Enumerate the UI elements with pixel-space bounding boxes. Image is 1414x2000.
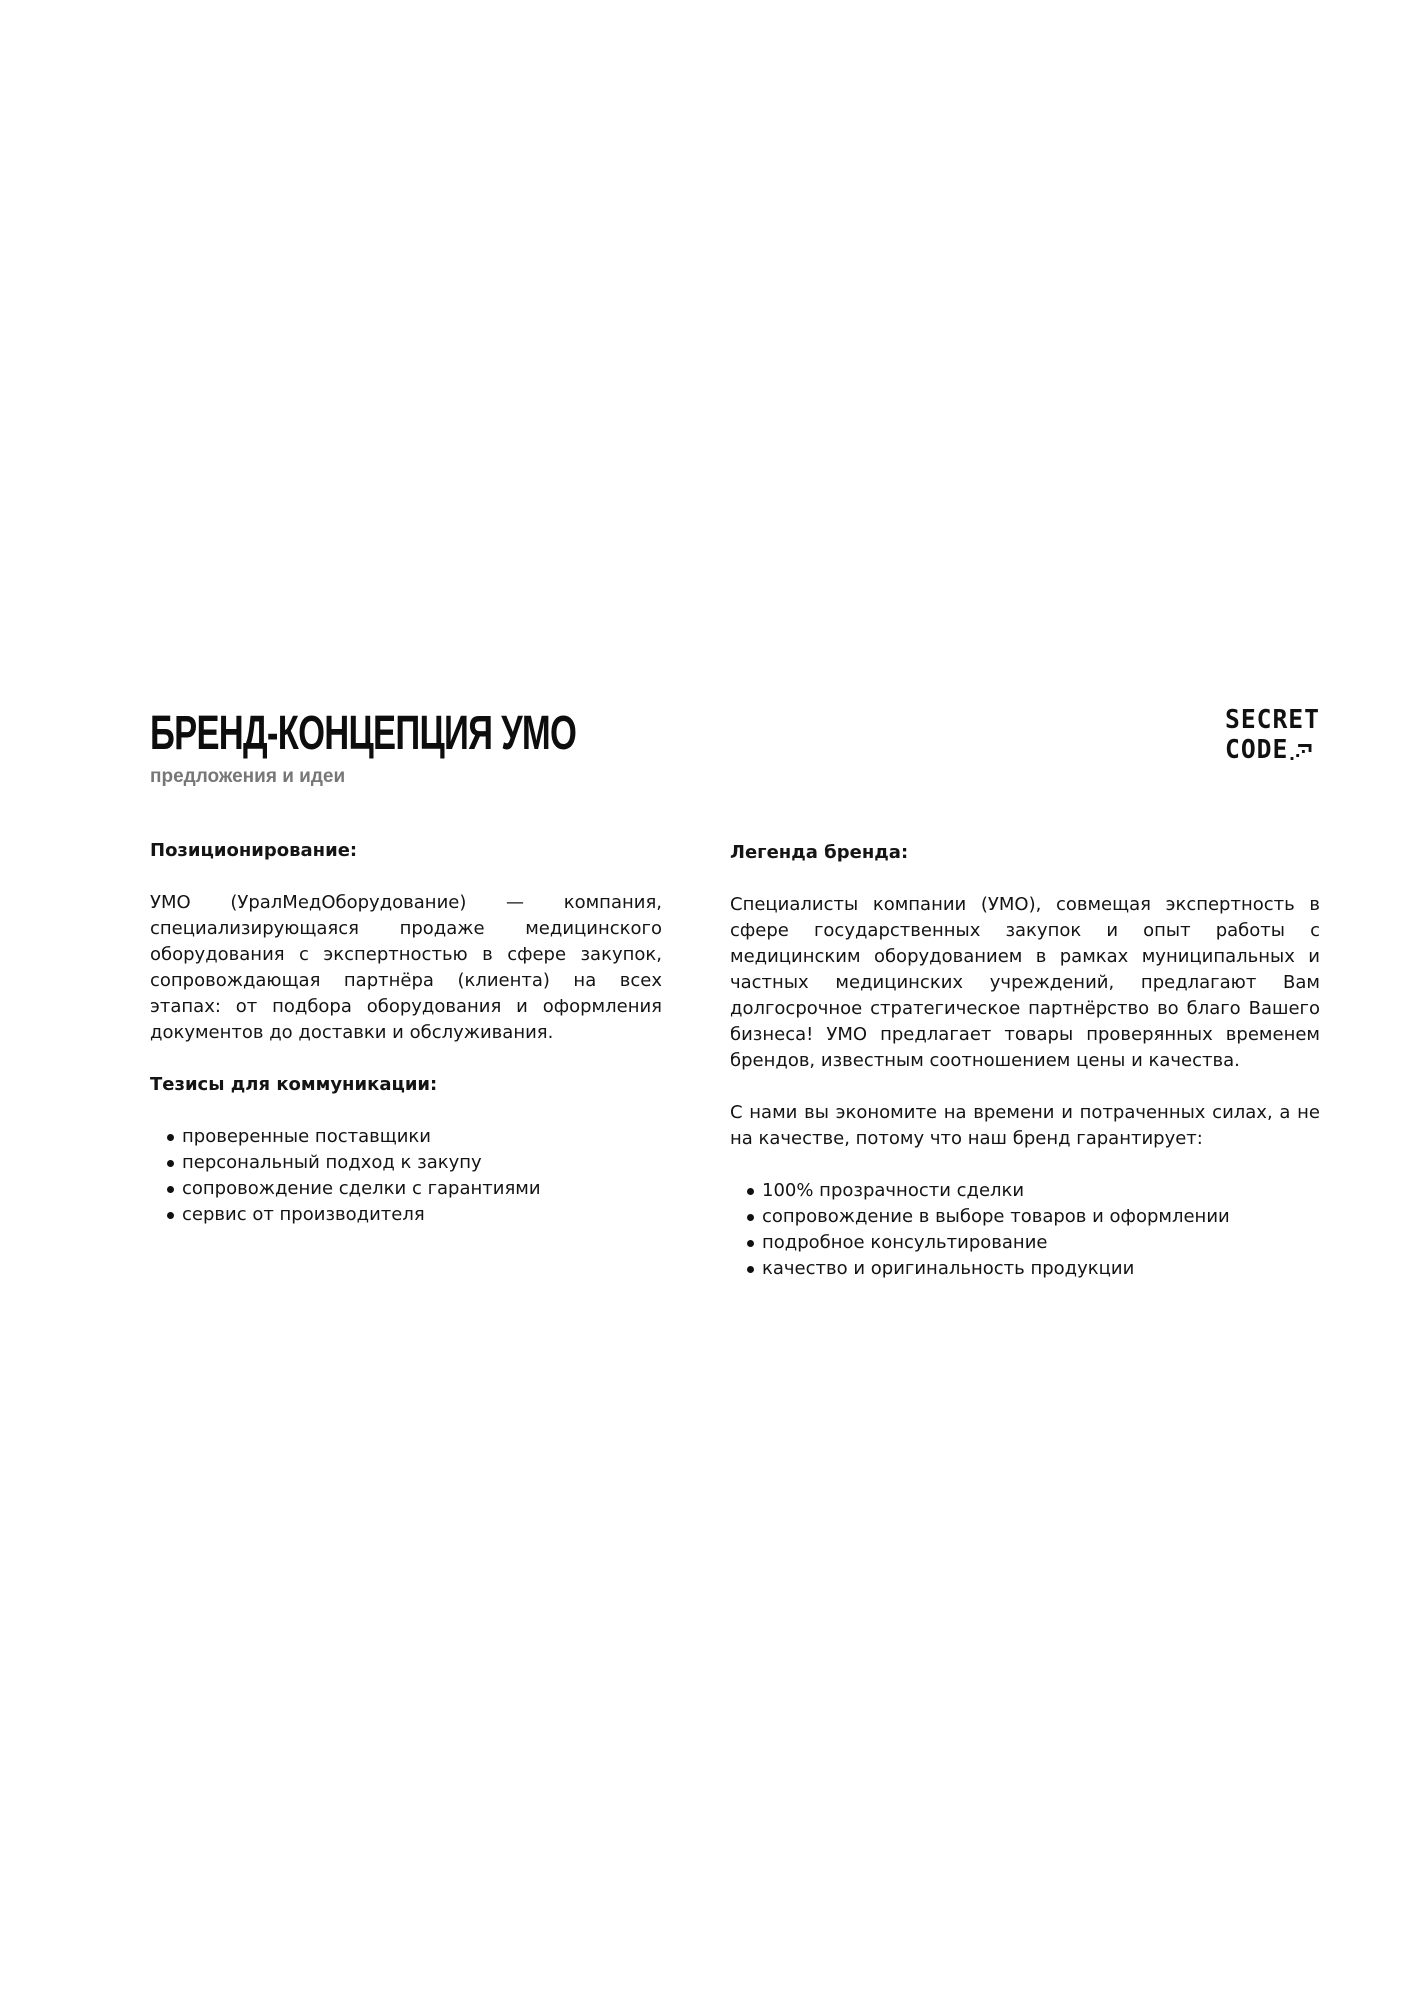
list-item-text: подробное консультирование xyxy=(762,1232,1048,1253)
bullet-dot-icon xyxy=(167,1186,174,1193)
bullet-dot-icon xyxy=(747,1240,754,1247)
legend-heading: Легенда бренда: xyxy=(730,842,909,863)
list-item xyxy=(150,1124,662,1150)
logo-word-code: CODE xyxy=(1225,735,1289,765)
list-item xyxy=(730,1178,1320,1204)
right-column xyxy=(730,840,1320,1308)
bullet-dot-icon xyxy=(167,1134,174,1141)
savings-text: С нами вы экономите на времени и потраченных силах, а не на качестве, потому что наш бренд гарантирует: xyxy=(730,1102,1320,1149)
theses-heading: Тезисы для коммуникации: xyxy=(150,1074,438,1095)
list-item xyxy=(730,1256,1320,1282)
list-item-text: сопровождение в выборе товаров и оформлении xyxy=(762,1206,1230,1227)
page-header xyxy=(150,705,1325,795)
list-item xyxy=(730,1204,1320,1230)
page-subtitle: предложения и идеи xyxy=(150,766,346,787)
bullet-dot-icon xyxy=(747,1188,754,1195)
logo-line-secret: SECRET xyxy=(1225,705,1320,735)
bullet-dot-icon xyxy=(747,1266,754,1273)
list-item-text: персональный подход к закупу xyxy=(182,1152,482,1173)
list-item-text: сопровождение сделки с гарантиями xyxy=(182,1178,541,1199)
list-item xyxy=(150,1150,662,1176)
list-item xyxy=(150,1176,662,1202)
legend-text: Специалисты компании (УМО), совмещая экспертность в сфере государственных закупок и опыт работы с медицинским оборудованием в рамках муниципальных и частных медицинских учреждений, предлагают Вам долгосрочное стратегическое партнёрство во благо Вашего бизнеса! УМО предлагает товары проверянных временем брендов, известным соотношением цены и качества. xyxy=(730,894,1320,1071)
logo-line-code xyxy=(1225,735,1320,765)
list-item xyxy=(730,1230,1320,1256)
positioning-heading: Позиционирование: xyxy=(150,840,358,861)
page-title: БРЕНД-КОНЦЕПЦИЯ УМО xyxy=(150,707,577,760)
bullet-dot-icon xyxy=(167,1212,174,1219)
positioning-text: УМО (УралМедОборудование) — компания, специализирующаяся продаже медицинского оборудования с экспертностью в сфере закупок, сопровождающая партнёра (клиента) на всех этапах: от подбора оборудования и оформления документов до доставки и обслуживания. xyxy=(150,892,662,1043)
list-item xyxy=(150,1202,662,1228)
list-item-text: проверенные поставщики xyxy=(182,1126,431,1147)
logo-pixel-arrow-icon xyxy=(1290,742,1313,760)
left-column xyxy=(150,838,662,1254)
list-item-text: 100% прозрачности сделки xyxy=(762,1180,1025,1201)
theses-list xyxy=(150,1124,662,1228)
bullet-dot-icon xyxy=(167,1160,174,1167)
list-item-text: сервис от производителя xyxy=(182,1204,425,1225)
list-item-text: качество и оригинальность продукции xyxy=(762,1258,1135,1279)
secret-code-logo xyxy=(1225,705,1325,771)
guarantees-list xyxy=(730,1178,1320,1282)
bullet-dot-icon xyxy=(747,1214,754,1221)
